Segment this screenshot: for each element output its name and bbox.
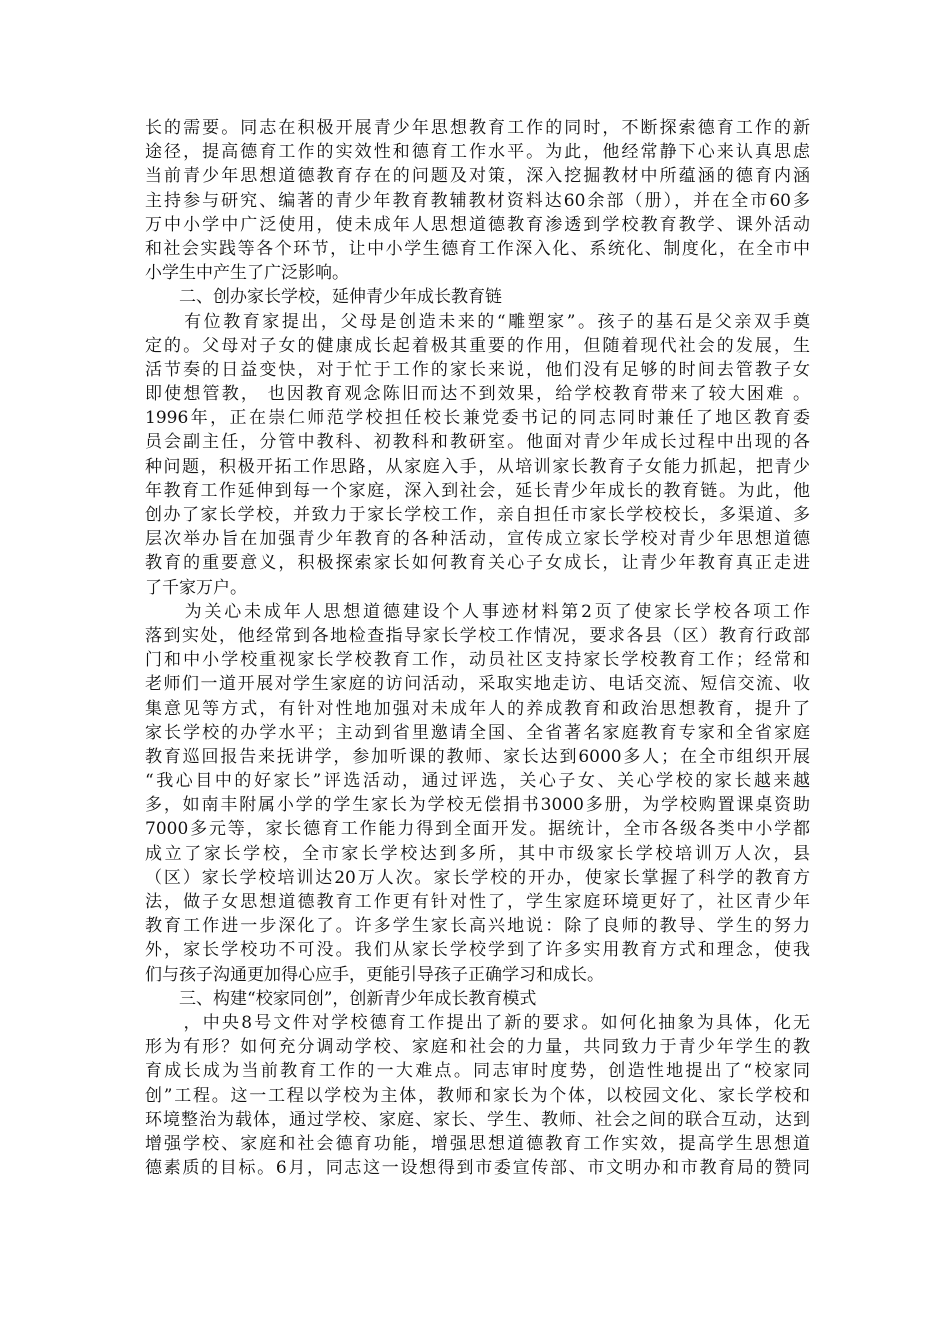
text-line: 德素质的目标。6月，同志这一设想得到市委宣传部、市文明办和市教育局的赞同 bbox=[145, 1158, 810, 1179]
text-line: 和社会实践等各个环节，让中小学生德育工作深入化、系统化、制度化，在全市中 bbox=[145, 238, 810, 259]
text-line: 长的需要。同志在积极开展青少年思想教育工作的同时，不断探索德育工作的新 bbox=[145, 118, 810, 138]
text-line: 教育巡回报告来抚讲学，参加听课的教师、家长达到6000多人；在全市组织开展 bbox=[145, 746, 810, 767]
text-line: 落到实处，他经常到各地检查指导家长学校工作情况，要求各县（区）教育行政部 bbox=[145, 625, 810, 646]
text-line: 年教育工作延伸到每一个家庭，深入到社会，延长青少年成长的教育链。为此，他 bbox=[145, 480, 810, 501]
text-line: 小学生中产生了广泛影响。 bbox=[145, 263, 349, 284]
paragraph bbox=[145, 116, 810, 285]
paragraph bbox=[145, 1011, 810, 1180]
text-line: 增强学校、家庭和社会德育功能，增强思想道德教育工作实效，提高学生思想道 bbox=[145, 1133, 810, 1154]
text-line: 主持参与研究、编著的青少年教育教辅教材资料达60余部（册），并在全市60多 bbox=[145, 190, 810, 211]
text-line: 形为有形？如何充分调动学校、家庭和社会的力量，共同致力于青少年学生的教 bbox=[145, 1037, 810, 1058]
text-line: 为关心未成年人思想道德建设个人事迹材料第2页了使家长学校各项工作 bbox=[145, 601, 810, 622]
text-line: 途径，提高德育工作的实效性和德育工作水平。为此，他经常静下心来认真思虑 bbox=[145, 142, 810, 163]
text-line: 们与孩子沟通更加得心应手，更能引导孩子正确学习和成长。 bbox=[145, 964, 604, 985]
text-line: 门和中小学校重视家长学校教育工作，动员社区支持家长学校教育工作；经常和 bbox=[145, 650, 810, 671]
paragraph bbox=[145, 600, 810, 987]
section-heading bbox=[145, 285, 810, 309]
text-line: 老师们一道开展对学生家庭的访问活动，采取实地走访、电话交流、短信交流、收 bbox=[145, 674, 810, 695]
text-line: 集意见等方式，有针对性地加强对未成年人的养成教育和政治思想教育，提升了 bbox=[145, 698, 810, 719]
section-heading bbox=[145, 987, 810, 1011]
text-line: 7000多元等，家长德育工作能力得到全面开发。据统计，全市各级各类中小学都 bbox=[145, 819, 810, 840]
text-line: 法，做子女思想道德教育工作更有针对性了，学生家庭环境更好了，社区青少年 bbox=[145, 892, 810, 912]
text-line: “我心目中的好家长”评选活动，通过评选，关心子女、关心学校的家长越来越 bbox=[145, 771, 810, 792]
text-line: 层次举办旨在加强青少年教育的各种活动，宣传成立家长学校对青少年思想道德 bbox=[145, 529, 810, 550]
text-line: 员会副主任，分管中教科、初教科和教研室。他面对青少年成长过程中出现的各 bbox=[145, 432, 810, 453]
text-line: 教育的重要意义，积极探索家长如何教育关心子女成长，让青少年教育真正走进 bbox=[145, 553, 810, 574]
text-line: 创办了家长学校，并致力于家长学校工作，亲自担任市家长学校校长，多渠道、多 bbox=[145, 505, 810, 525]
text-line: 环境整治为载体，通过学校、家庭、家长、学生、教师、社会之间的联合互动，达到 bbox=[145, 1109, 810, 1130]
text-line: 当前青少年思想道德教育存在的问题及对策，深入挖掘教材中所蕴涵的德育内涵 bbox=[145, 166, 810, 187]
text-line: 创”工程。这一工程以学校为主体，教师和家长为个体，以校园文化、家长学校和 bbox=[145, 1085, 810, 1106]
text-line: 二、创办家长学校，延伸青少年成长教育链 bbox=[145, 287, 502, 308]
text-line: 成立了家长学校，全市家长学校达到多所，其中市级家长学校培训万人次，县 bbox=[145, 843, 810, 864]
text-line: 有位教育家提出，父母是创造未来的“雕塑家”。孩子的基石是父亲双手奠 bbox=[145, 311, 810, 332]
text-line: 万中小学中广泛使用，使未成年人思想道德教育渗透到学校教育教学、课外活动 bbox=[145, 214, 810, 235]
text-line: （区）家长学校培训达20万人次。家长学校的开办，使家长掌握了科学的教育方 bbox=[145, 867, 810, 888]
text-line: 了千家万户。 bbox=[145, 577, 247, 598]
text-line: 多，如南丰附属小学的学生家长为学校无偿捐书3000多册，为学校购置课桌资助 bbox=[145, 795, 810, 816]
text-line: ，中央8号文件对学校德育工作提出了新的要求。如何化抽象为具体，化无 bbox=[145, 1012, 810, 1033]
text-line: 种问题，积极开拓工作思路，从家庭入手，从培训家长教育子女能力抓起，把青少 bbox=[145, 456, 810, 477]
text-line: 即使想管教， 也因教育观念陈旧而达不到效果，给学校教育带来了较大困难 。 bbox=[145, 384, 810, 405]
text-line: 家长学校的办学水平；主动到省里邀请全国、全省著名家庭教育专家和全省家庭 bbox=[145, 722, 810, 743]
text-line: 1996年，正在崇仁师范学校担任校长兼党委书记的同志同时兼任了地区教育委 bbox=[145, 408, 810, 429]
paragraph bbox=[145, 310, 810, 600]
text-line: 育成长成为当前教育工作的一大难点。同志审时度势，创造性地提出了“校家同 bbox=[145, 1061, 810, 1082]
text-line: 活节奏的日益变快，对于忙于工作的家长来说，他们没有足够的时间去管教子女 bbox=[145, 359, 810, 380]
text-line: 教育工作进一步深化了。许多学生家长高兴地说：除了良师的教导、学生的努力 bbox=[145, 916, 810, 937]
document-page bbox=[145, 116, 810, 1180]
text-line: 三、构建“校家同创”，创新青少年成长教育模式 bbox=[145, 988, 537, 1009]
text-line: 定的。父母对子女的健康成长起着极其重要的作用，但随着现代社会的发展，生 bbox=[145, 335, 810, 356]
text-line: 外，家长学校功不可没。我们从家长学校学到了许多实用教育方式和理念，使我 bbox=[145, 940, 810, 961]
